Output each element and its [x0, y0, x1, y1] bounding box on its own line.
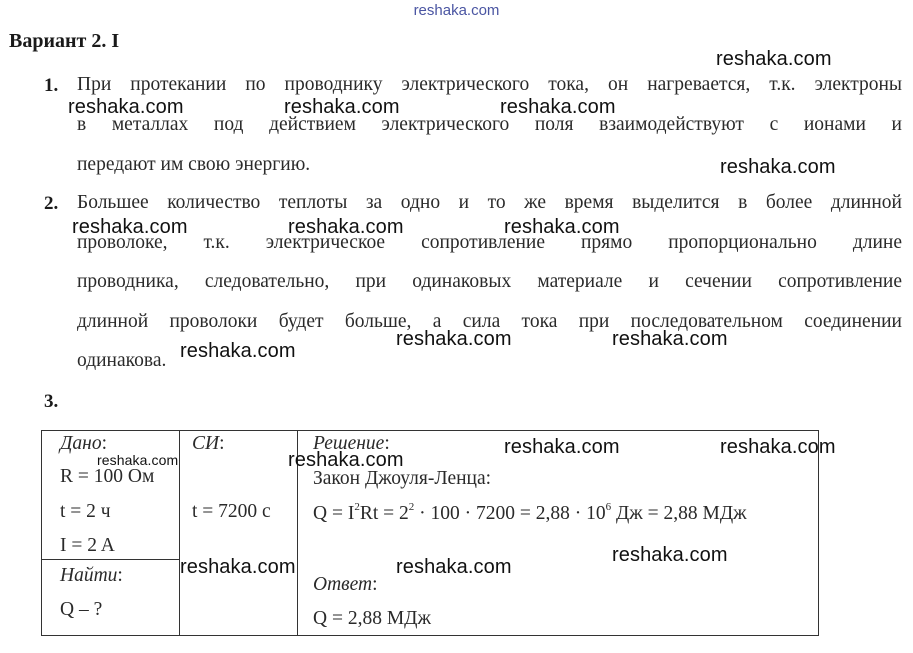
watermark[interactable]: reshaka.com: [716, 48, 832, 70]
watermark[interactable]: reshaka.com: [612, 328, 728, 350]
si-time: t = 7200 с: [192, 501, 271, 522]
item-1-line-3: передают им свою энергию.: [77, 154, 311, 175]
given-time: t = 2 ч: [60, 501, 111, 522]
find-q: Q – ?: [60, 599, 103, 620]
otvet-header: [313, 574, 378, 596]
joule-lenz-law: Закон Джоуля-Ленца:: [313, 468, 492, 489]
watermark[interactable]: reshaka.com: [612, 544, 728, 566]
item-number-2: 2.: [44, 193, 59, 214]
najti-colon: :: [117, 565, 123, 586]
najti-header: [60, 565, 123, 587]
item-1-line-2: в металлах под действием электрического поля взаимодействуют с ионами и: [77, 114, 902, 135]
item-2-line-3: проводника, следовательно, при одинаковых материале и сечении сопротивление: [77, 271, 902, 292]
watermark[interactable]: reshaka.com: [720, 156, 836, 178]
dano-label: Дано: [60, 433, 102, 454]
watermark[interactable]: reshaka.com: [396, 328, 512, 350]
table-divider-1: [179, 431, 180, 635]
formula-exp-2: 2: [408, 501, 415, 513]
formula-exp-3: 6: [605, 501, 612, 513]
watermark[interactable]: reshaka.com: [284, 96, 400, 118]
item-2-line-2: проволоке, т.к. электрическое сопротивление прямо пропорционально длине: [77, 232, 902, 253]
otvet-label: Ответ: [313, 574, 373, 595]
otvet-colon: :: [372, 574, 378, 595]
item-2-line-5: одинакова.: [77, 350, 167, 371]
watermark[interactable]: reshaka.com: [288, 216, 404, 238]
given-resistance: R = 100 Ом: [60, 466, 155, 487]
formula-q: Q = I: [313, 503, 355, 524]
formula-result: Дж = 2,88 МДж: [611, 503, 747, 524]
item-2-line-4: длинной проволоки будет больше, а сила тока при последовательном соединении: [77, 311, 902, 332]
si-header: [192, 433, 225, 455]
item-number-1: 1.: [44, 75, 59, 96]
reshenie-label: Решение: [313, 433, 385, 454]
watermark[interactable]: reshaka.com: [68, 96, 184, 118]
formula-calc: · 100 · 7200 = 2,88 · 10: [414, 503, 606, 524]
watermark[interactable]: reshaka.com: [720, 436, 836, 458]
answer-value: Q = 2,88 МДж: [313, 608, 431, 629]
watermark[interactable]: reshaka.com: [72, 216, 188, 238]
table-hdivider: [42, 559, 179, 560]
formula-exp-1: 2: [354, 501, 360, 513]
item-1-line-1: При протекании по проводнику электрического тока, он нагревается, т.к. электроны: [77, 74, 902, 95]
watermark[interactable]: reshaka.com: [504, 436, 620, 458]
watermark-small[interactable]: reshaka.com: [97, 452, 179, 468]
variant-title: Вариант 2. I: [9, 30, 120, 52]
si-label: СИ: [192, 433, 220, 454]
given-current: I = 2 A: [60, 535, 115, 556]
watermark[interactable]: reshaka.com: [500, 96, 616, 118]
watermark[interactable]: reshaka.com: [396, 556, 512, 578]
dano-colon: :: [101, 433, 108, 454]
item-2-line-1: Большее количество теплоты за одно и то же время выделится в более длинной: [77, 192, 902, 213]
watermark[interactable]: reshaka.com: [504, 216, 620, 238]
si-colon: :: [219, 433, 225, 454]
watermark[interactable]: reshaka.com: [180, 556, 296, 578]
solution-formula: [313, 503, 747, 525]
watermark[interactable]: reshaka.com: [288, 449, 404, 471]
item-number-3: 3.: [44, 391, 59, 412]
reshenie-colon: :: [384, 433, 390, 454]
formula-rt: Rt = 2: [359, 503, 409, 524]
najti-label: Найти: [60, 565, 118, 586]
watermark[interactable]: reshaka.com: [180, 340, 296, 362]
site-header[interactable]: reshaka.com: [413, 2, 500, 19]
